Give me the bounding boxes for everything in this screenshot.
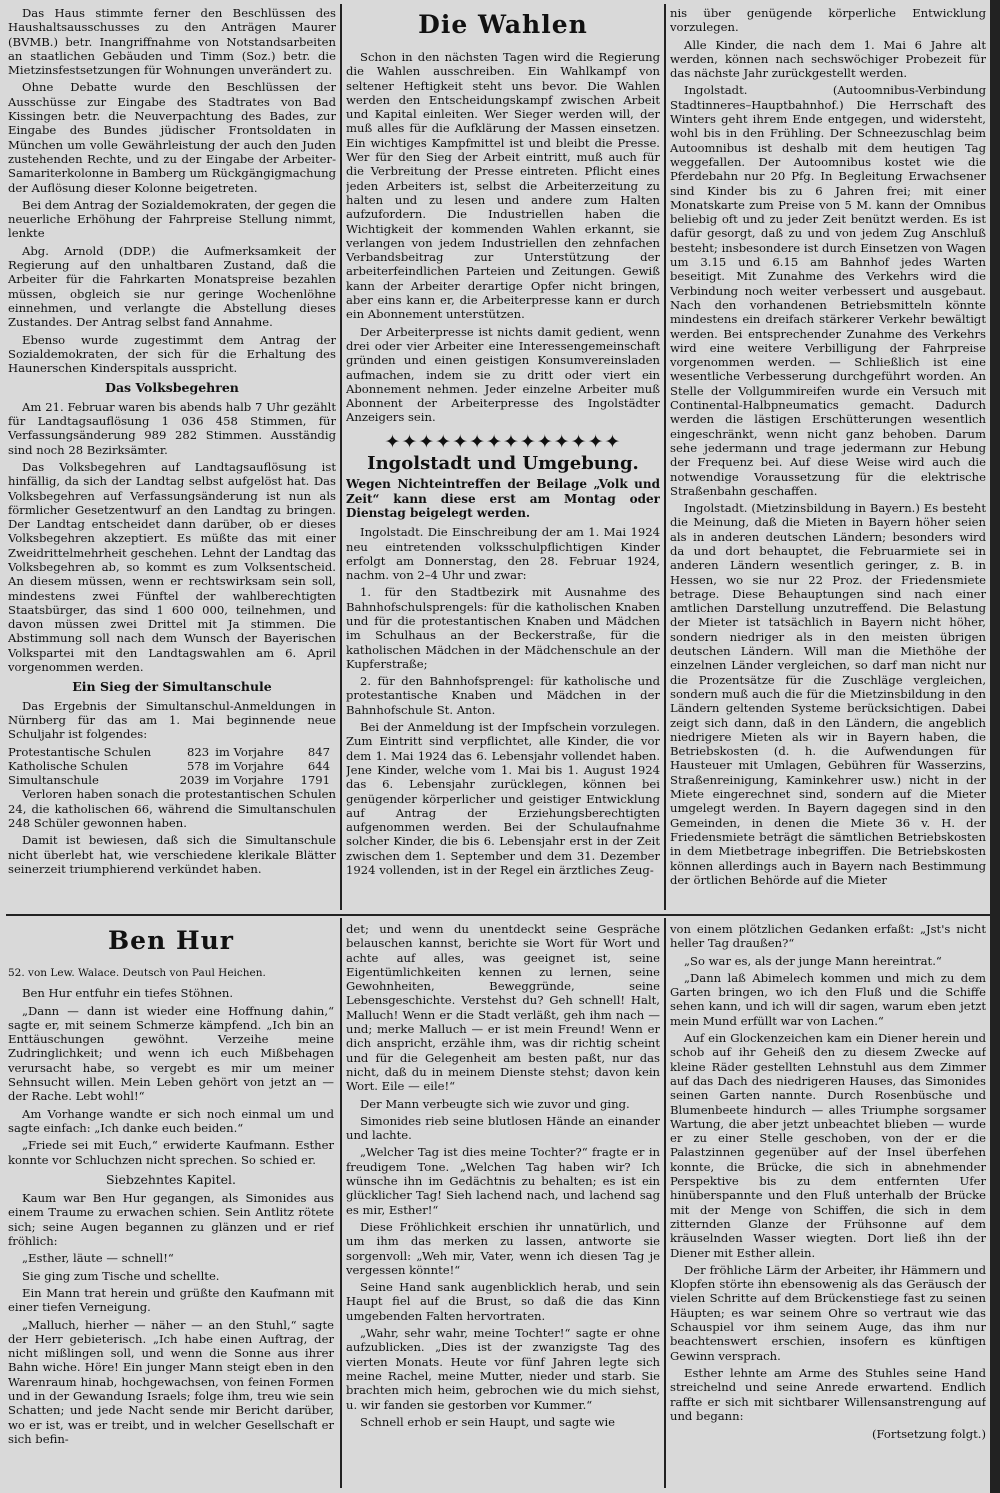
paragraph: Ohne Debatte wurde den Beschlüssen der Ausschüsse zur Eingabe des Stadtrates von Bad Kissingen betr. die Neuverpachtung des Bades, zur Eingabe des Bundes jüdischer Frontsoldaten in München um volle Gewährleistung der auch den Juden zustehenden Rechte, und zu der Eingabe der Arbeiter-Samariterkolonne in Bamberg um Rückgängigmachung der Auflösung dieser Kolonne beigetreten. [8,80,336,195]
school-value: 2039 [179,773,210,788]
left-paragraphs [8,6,336,375]
paragraph: nis über genügende körperliche Entwicklung vorzulegen. [670,6,986,35]
wahlen-title: Die Wahlen [418,10,588,39]
paragraph: Ingolstadt. Die Einschreibung der am 1. Mai 1924 neu eintretenden volksschulpflichtigen Kinder erfolgt am Donnerstag, den 28. Februar 1924, nachm. von 2–4 Uhr und zwar: [346,525,660,583]
paragraph: Der Arbeiterpresse ist nichts damit gedient, wenn drei oder vier Arbeiter eine Interessengemeinschaft gründen und einen geistigen Konsumvereinsladen aufmachen, indem sie zu dritt oder viert ein Abonnement nehmen. Jeder einzelne Arbeiter muß Abonnent der Arbeiterpresse des Ingolstädter Anzeigers sein. [346,324,660,425]
paragraph: Ben Hur entfuhr ein tiefes Stöhnen. [22,986,234,1001]
paragraph: Simonides rieb seine blutlosen Hände an einander und lachte. [346,1113,660,1143]
school-label: Protestantische Schulen [8,744,152,759]
column-rule [664,918,666,1488]
ornament-divider: ✦✦✦✦✦✦✦✦✦✦✦✦✦✦ [384,430,622,453]
serial-column-3 [670,922,986,1488]
serial-byline [8,966,334,980]
prev-value: 847 [307,744,330,759]
column-rule [340,918,342,1488]
school-value: 578 [187,758,210,773]
paragraph: 2. für den Bahnhofsprengel: für katholische und protestantische Knaben und Mädchen in der Bahnhofschule St. Anton. [346,674,660,717]
school-stats-table [8,745,336,788]
paragraph: Diese Fröhlichkeit erschien ihr unnatürlich, und um ihm das merken zu lassen, antworte sie sorgenvoll: „Weh mir, Vater, wenn ich diesen Tag je vergessen könnte!“ [346,1219,660,1277]
serial-title: Ben Hur [108,926,234,955]
paragraph: Ein Mann trat herein und grüßte den Kaufmann mit einer tiefen Verneigung. [8,1285,334,1315]
paragraph: 1. für den Stadtbezirk mit Ausnahme des Bahnhofschulsprengels: für die katholischen Knaben und für die protestantischen Knaben und Mädchen im Schulhaus an der Beckerstraße, für die katholischen Mädchen in der Mädchenschule an der Kupferstraße; [346,585,660,671]
paragraph: Esther lehnte am Arme des Stuhles seine Hand streichelnd und seine Anrede erwartend. Endlich raffte er sich mit sichtbarer Willensanstrengung auf und begann: [670,1365,986,1423]
column-right [670,6,986,911]
school-label: Katholische Schulen [8,758,128,773]
paragraph: Am Vorhange wandte er sich noch einmal um und sagte einfach: „Ich danke euch beiden.“ [8,1106,334,1135]
paragraph: Abg. Arnold (DDP.) die Aufmerksamkeit der Regierung auf den unhaltbaren Zustand, daß die Arbeiter für die Fahrkarten Monatspreise bezahlen müssen, obgleich sie nur geringe Wochenlöhne einnehmen, und verlangte die Abstellung dieses Zustandes. Der Antrag selbst fand Annahme. [8,243,336,330]
paragraph: „Friede sei mit Euch,“ erwiderte Kaufmann. Esther konnte vor Schluchzen nicht sprechen. So schied er. [8,1138,334,1167]
prev-text: im Vorjahre [215,773,284,788]
paragraph: Verloren haben sonach die protestantischen Schulen 24, die katholischen 66, während die Simultanschulen 248 Schüler gewonnen haben. [8,787,336,831]
paragraph: Am 21. Februar waren bis abends halb 7 Uhr gezählt für Landtagsauflösung 1 036 458 Stimmen, für Verfassungsänderung 989 282 Stimmen. Ausständig sind noch 28 Bezirksämter. [8,399,336,457]
section-title: Ingolstadt und Umgebung. [367,453,639,475]
paragraph: Ingolstadt. (Mietzinsbildung in Bayern.) Es besteht die Meinung, daß die Mieten in Bayern höher seien als in anderen deutschen Ländern; besonders wird da und dort behauptet, die Februarmiete sei in anderen Ländern wesentlich geringer, z. B. in Hessen, wo sie nur 22 Proz. der Friedensmiete betrage. Diese Behauptungen sind nach einer amtlichen Darstellung unzutreffend. Die Belastung der Mieter ist tatsächlich in Bayern nicht höher, sondern niedriger als in den meisten übrigen deutschen Ländern. Will man die Miethöhe der einzelnen Länder vergleichen, so darf man nicht nur die Prozentsätze für die Zuschläge vergleichen, sondern muß auch die für die Mietzinsbildung in den Ländern geltenden Systeme berücksichtigen. Dabei zeigt sich dann, daß in den Ländern, die angeblich niedrigere Mieten als wir in Bayern haben, die Betriebskosten (d. h. die Aufwendungen für Hausteuer mit Umlagen, Gebühren für Wasserzins, Straßenreinigung, Kaminkehrer usw.) nicht in der Miete eingerechnet sind, sondern auf die Mieter umgelegt werden. In Bayern dagegen sind in den Gemeinden, in denen die Miete 36 v. H. der Friedensmiete beträgt die sämtlichen Betriebskosten in dem Mietbetrage inbegriffen. Die Betriebskosten können allerdings auch in Bayern nach Bestimmung der örtlichen Behörde auf die Mieter [670,501,986,887]
column-middle [346,6,660,911]
paragraph: „Wahr, sehr wahr, meine Tochter!“ sagte er ohne aufzublicken. „Dies ist der zwanzigste Tag des vierten Monats. Heute vor fünf Jahren legte sich meine Rachel, meine Mutter, nieder und starb. Sie brachten mich heim, gebrochen wie du mich siehst, u. wir fanden sie gestorben vor Kummer.“ [346,1326,660,1412]
paragraph: Das Ergebnis der Simultanschul-Anmeldungen in Nürnberg für das am 1. Mai beginnende neue Schuljahr ist folgendes: [8,698,336,742]
table-row [8,773,336,787]
school-label: Simultanschule [8,773,99,788]
paragraph: Sie ging zum Tische und schellte. [22,1268,220,1283]
chapter-heading: Siebzehntes Kapitel. [105,1171,237,1187]
paragraph: Der fröhliche Lärm der Arbeiter, ihr Hämmern und Klopfen störte ihn ebensowenig als das Geräusch der vielen Schritte auf dem Brückenstiege fast zu seinen Häupten; es war seinem Ohre so vertraut wie das Schauspiel vor ihm seinem Auge, das ihm nur beachtenswert erschien, insofern es künftigen Gewinn versprach. [670,1262,986,1363]
paragraph: Kaum war Ben Hur gegangen, als Simonides aus einem Traume zu erwachen schien. Sein Antlitz rötete sich; seine Augen begannen zu glänzen und er rief fröhlich: [8,1191,334,1249]
supplement-notice: Wegen Nichteintreffen der Beilage „Volk und Zeit“ kann diese erst am Montag oder Dienstag beigelegt werden. [346,477,660,520]
paragraph: Schon in den nächsten Tagen wird die Regierung die Wahlen ausschreiben. Ein Wahlkampf von seltener Heftigkeit steht uns bevor. Die Wahlen werden den Entscheidungskampf zwischen Arbeit und Kapital einleiten. Wer Sieger werden will, der muß alles für die Aufklärung der Massen einsetzen. Ein wichtiges Kampfmittel ist und bleibt die Presse. Wer für den Sieg der Arbeit eintritt, muß auch für die Verbreitung der Presse eintreten. Pflicht eines jeden Arbeiters ist, selbst die Arbeiterzeitung zu halten und zu lesen und andere zum Halten aufzufordern. Die Industriellen haben die Wichtigkeit der kommenden Wahlen erkannt, sie verlangen von jedem Industriellen den zehnfachen Verbandsbeitrag zur Unterstützung der arbeiterfeindlichen Parteien und Zeitungen. Gewiß kann der Arbeiter derartige Opfer nicht bringen, aber eins kann er, die Arbeiterpresse kann er durch ein Abonnement unterstützen. [346,50,660,322]
serial-column-1 [8,922,334,1488]
volksbegehren-heading: Das Volksbegehren [105,380,239,396]
prev-text: im Vorjahre [215,744,284,759]
paragraph: „Malluch, hierher — näher — an den Stuhl,“ sagte der Herr gebieterisch. „Ich habe einen Auftrag, der nicht mißlingen soll, und wenn die Sonne aus ihrer Bahn wiche. Höre! Ein junger Mann steigt eben in den Warenraum hinab, hochgewachsen, von feinen Formen und in der Gewandung Israels; folge ihm, treu wie sein Schatten; und jede Nacht sende mir Bericht darüber, wo er ist, was er treibt, und in welcher Gesellschaft er sich befin- [8,1317,334,1446]
column-left [8,6,336,911]
paragraph: „Welcher Tag ist dies meine Tochter?“ fragte er in freudigem Tone. „Welchen Tag haben wir? Ich wünsche ihn im Gedächtnis zu behalten; es ist ein glücklicher Tag! Sieh lachend nach, und lachend sag es mir, Esther!“ [346,1145,660,1217]
prev-value: 644 [307,758,330,773]
paragraph: von einem plötzlichen Gedanken erfaßt: „Jst's nicht heller Tag draußen?“ [670,922,986,951]
continued-note: (Fortsetzung folgt.) [871,1427,986,1442]
paragraph: Auf ein Glockenzeichen kam ein Diener herein und schob auf ihr Geheiß den zu diesem Zwecke auf kleine Räder gestellten Lehnstuhl aus dem Zimmer auf das Dach des niedrigeren Hauses, das Simonides seinen Garten nannte. Durch Rosenbüsche und Blumenbeete hindurch — alles Triumphe sorgsamer Wartung, die aber jetzt unbeachtet blieben — wurde er zu einer Stelle geschoben, von der er die Palastzinnen gegenüber auf der Insel überfehen konnte, die Brücke, die sich in abnehmender Perspektive bis zu dem entfernten Ufer hinüberspannte und den Fluß unterhalb der Brücke mit der Menge von Schiffen, die sich in dem zitternden Glanze der Frühsonne auf dem kräuselnden Wasser wiegten. Dort ließ ihn der Diener mit Esther allein. [670,1031,986,1260]
paragraph: Bei dem Antrag der Sozialdemokraten, der gegen die neuerliche Erhöhung der Fahrpreise Stellung nimmt, lenkte [8,197,336,241]
paragraph: „Dann laß Abimelech kommen und mich zu dem Garten bringen, wo ich den Fluß und die Schiffe sehen kann, und ich will dir sagen, warum eben jetzt mein Mund erfüllt war von Lachen.“ [670,970,986,1028]
column-rule [664,4,666,910]
paragraph: Das Haus stimmte ferner den Beschlüssen des Haushaltsausschusses zu den Anträgen Maurer (BVMB.) betr. Inangriffnahme von Notstandsarbeiten an staatlichen Gebäuden und Timm (Soz.) betr. die Mietzinsfestsetzungen für Wohnungen unverändert zu. [8,6,336,78]
table-row [8,745,336,759]
prev-value: 1791 [300,773,330,788]
paragraph: Seine Hand sank augenblicklich herab, und sein Haupt fiel auf die Brust, so daß die das Kinn umgebenden Falten hervortraten. [346,1280,660,1323]
serial-rule [6,914,990,916]
paragraph: Das Volksbegehren auf Landtagsauflösung ist hinfällig, da sich der Landtag selbst aufgelöst hat. Das Volksbegehren auf Verfassungsänderung ist nun als förmlicher Gesetzentwurf an den Landtag zu bringen. Der Landtag entscheidet dann darüber, ob er dieses Volksbegehren akzeptiert. Es müßte das mit einer Zweidrittelmehrheit geschehen. Lehnt der Landtag das Volksbegehren ab, so kommt es zum Volksentscheid. An diesem müssen, wenn er rechtswirksam sein soll, mindestens zwei Fünftel der wahlberechtigten Staatsbürger, das sind 1 600 000, teilnehmen, und davon müssen zwei Drittel mit Ja stimmen. Die Abstimmung soll nach dem Wunsch der Bayerischen Volkspartei mit den Landtagswahlen am 6. April vorgenommen werden. [8,459,336,675]
paragraph: Ingolstadt. (Autoomnibus-Verbindung Stadtinneres–Hauptbahnhof.) Die Herrschaft des Winters geht ihrem Ende entgegen, und widersteht, wohl bis in den Frühling. Der Schneezuschlag beim Autoomnibus ist deshalb mit dem heutigen Tag weggefallen. Der Autoomnibus kostet wie die Pferdebahn nur 20 Pfg. In Begleitung Erwachsener sind Kinder bis zu 6 Jahren frei; mit einer Monatskarte zum Preise von 5 M. kann der Omnibus beliebig oft und zu jeder Zeit benützt werden. Es ist dafür gesorgt, daß zu und von jedem Zug Anschluß besteht; insbesondere ist durch Einsetzen von Wagen um 3.15 und 6.15 am Bahnhof jedes Warten beseitigt. Mit Zunahme des Verkehrs wird die Verbindung noch weiter verbessert und ausgebaut. Nach den vorhandenen Betriebsmitteln könnte mindestens ein dreifach stärkerer Verkehr bewältigt werden. Bei entsprechender Zunahme des Verkehrs wird eine weitere Verbilligung der Fahrpreise vorgenommen werden. — Schließlich ist eine wesentliche Verbesserung durchgeführt worden. An Stelle der Vollgummireifen wurde ein Versuch mit Continental-Halbpneumatics gemacht. Dadurch werden die lästigen Erschütterungen wesentlich eingeschränkt, wenn nicht ganz behoben. Darum sehe jedermann und trage jedermann zur Hebung der Frequenz bei. Auf diese Weise wird auch die notwendige Voraussetzung für die elektrische Straßenbahn geschaffen. [670,83,986,498]
prev-text: im Vorjahre [215,758,284,773]
paragraph: Der Mann verbeugte sich wie zuvor und ging. [360,1096,630,1111]
column-rule [340,4,342,910]
table-row [8,759,336,773]
serial-column-2 [346,922,660,1488]
school-value: 823 [187,744,210,759]
simultan-heading: Ein Sieg der Simultanschule [72,679,272,695]
paragraph: „Esther, läute — schnell!“ [22,1251,174,1266]
paragraph: det; und wenn du unentdeckt seine Gespräche belauschen kannst, berichte sie Wort für Wort und achte auf alles, was geeignet ist, seine Eigentümlichkeiten kennen zu lernen, seine Gewohnheiten, Beweggründe, seine Lebensgeschichte. Verstehst du? Geh schnell! Halt, Malluch! Wenn er die Stadt verläßt, geh ihm nach — und; merke Malluch — er ist mein Freund! Wenn er dich anspricht, erzähle ihm, was dir richtig scheint und für die Gelegenheit am besten paßt, nur das nicht, daß du in meinem Dienste stehst; davon kein Wort. Eile — eile!“ [346,922,660,1094]
author-translator: von Lew. Walace. Deutsch von Paul Heichen. [28,967,266,979]
paragraph: Bei der Anmeldung ist der Impfschein vorzulegen. Zum Eintritt sind verpflichtet, alle Kinder, die vor dem 1. Mai 1924 das 6. Lebensjahr vollendet haben. Jene Kinder, welche vom 1. Mai bis 1. August 1924 das 6. Lebensjahr zurücklegen, können bei genügender körperlicher und geistiger Entwicklung auf Antrag der Erziehungsberechtigten aufgenommen werden. Bei der Schulaufnahme solcher Kinder, die bis 6. Lebensjahr erst in der Zeit zwischen dem 1. September und dem 31. Dezember 1924 vollenden, ist in der Regel ein ärztliches Zeug- [346,720,660,878]
installment-number: 52. [8,967,25,979]
paragraph: Schnell erhob er sein Haupt, und sagte wie [360,1414,616,1429]
paragraph: „So war es, als der junge Mann hereintrat.“ [684,953,942,968]
page-edge [990,0,1000,1493]
paragraph: Damit ist bewiesen, daß sich die Simultanschule nicht überlebt hat, wie verschiedene klerikale Blätter seinerzeit triumphierend verkündet haben. [8,833,336,876]
paragraph: Ebenso wurde zugestimmt dem Antrag der Sozialdemokraten, der sich für die Erhaltung des Haunerschen Kinderspitals ausspricht. [8,332,336,376]
paragraph: „Dann — dann ist wieder eine Hoffnung dahin,“ sagte er, mit seinem Schmerze kämpfend. „Ich bin an Enttäuschungen gewöhnt. Verzeihe meine Zudringlichkeit; und wenn ich euch Mißbehagen verursacht habe, so vergebt es mir um meiner Sehnsucht willen. Mein Leben gehört von jetzt an — der Rache. Lebt wohl!“ [8,1003,334,1104]
paragraph: Alle Kinder, die nach dem 1. Mai 6 Jahre alt werden, können nach sechswöchiger Probezeit für das nächste Jahr zurückgestellt werden. [670,37,986,81]
